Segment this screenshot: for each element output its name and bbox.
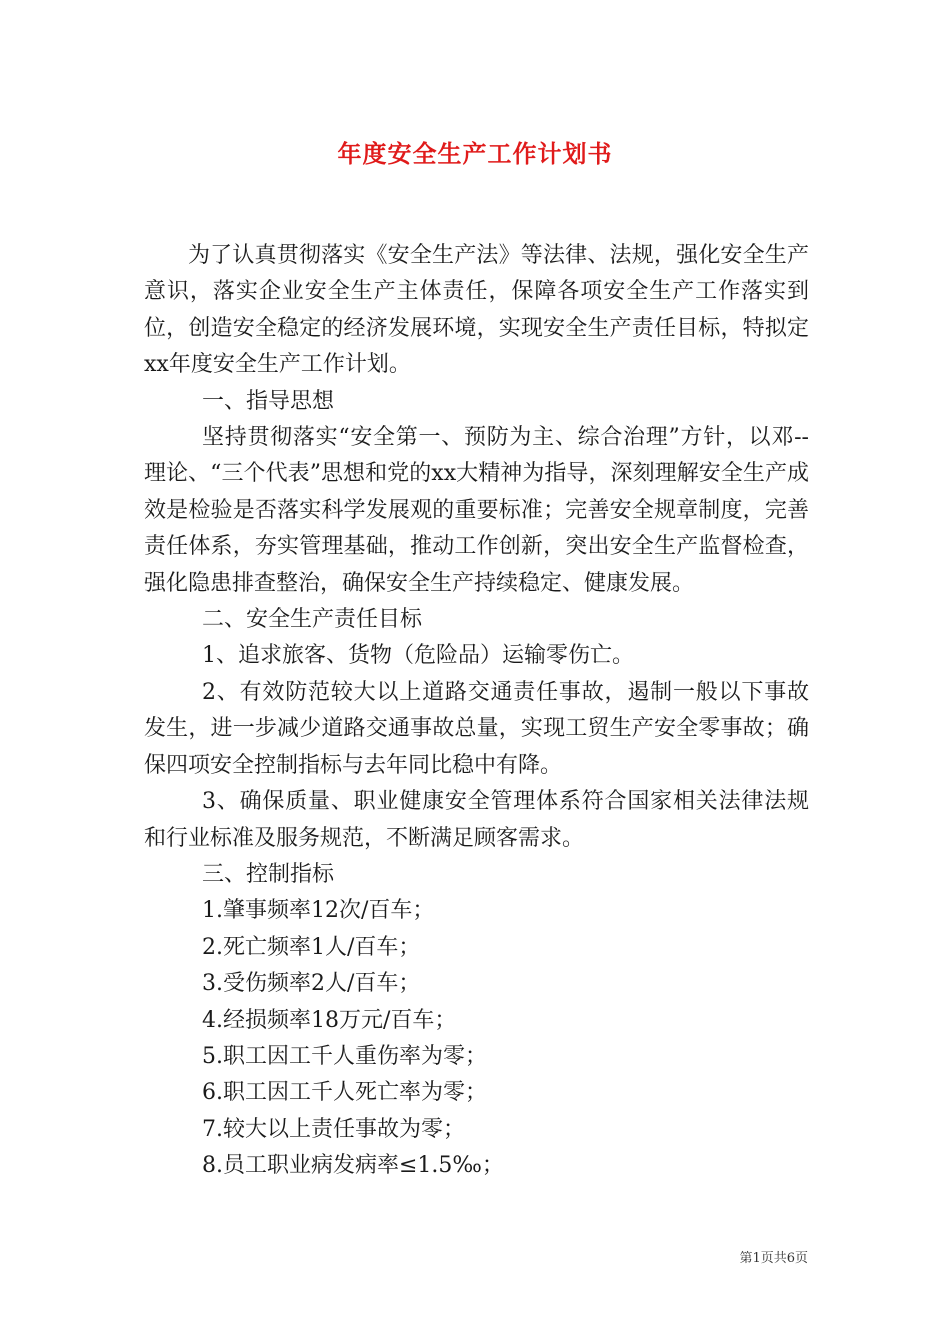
document-title: 年度安全生产工作计划书 [337,140,613,168]
document-body [144,238,809,1185]
indicator-item-4: 4.经损频率18万元/百车； [202,1007,457,1033]
indicator-item-1: 1.肇事频率12次/百车； [202,898,435,924]
section-heading-guiding-thought: 一、指导思想 [202,388,335,414]
section-heading-responsibility-goals: 二、安全生产责任目标 [202,607,423,633]
goal-item-1: 1、追求旅客、货物（危险品）运输零伤亡。 [202,643,634,669]
page-number-footer: 第1页共6页 [739,1251,808,1266]
goal-item-2: 2、有效防范较大以上道路交通责任事故，遏制一般以下事故发生，进一步减少道路交通事故总量，实现工贸生产安全零事故；确保四项安全控制指标与去年同比稳中有降。 [144,679,809,778]
intro-paragraph: 为了认真贯彻落实《安全生产法》等法律、法规，强化安全生产意识，落实企业安全生产主体责任，保障各项安全生产工作落实到位，创造安全稳定的经济发展环境，实现安全生产责任目标，特拟定xx年度安全生产工作计划。 [144,243,809,378]
indicator-item-2: 2.死亡频率1人/百车； [202,934,421,960]
indicator-item-6: 6.职工因工千人死亡率为零； [202,1080,487,1106]
section-heading-control-indicators: 三、控制指标 [202,861,335,887]
indicator-item-3: 3.受伤频率2人/百车； [202,971,421,997]
indicator-item-7: 7.较大以上责任事故为零； [202,1116,465,1142]
guiding-thought-paragraph: 坚持贯彻落实“安全第一、预防为主、综合治理”方针，以邓--理论、“三个代表”思想和党的xx大精神为指导，深刻理解安全生产成效是检验是否落实科学发展观的重要标准；完善安全规章制度，完善责任体系，夯实管理基础，推动工作创新，突出安全生产监督检查，强化隐患排查整治，确保安全生产持续稳定、健康发展。 [144,425,809,596]
indicator-item-5: 5.职工因工千人重伤率为零； [202,1043,487,1069]
indicator-item-8: 8.员工职业病发病率≤1.5‰； [202,1153,504,1179]
goal-item-3: 3、确保质量、职业健康安全管理体系符合国家相关法律法规和行业标准及服务规范，不断满足顾客需求。 [144,789,809,851]
